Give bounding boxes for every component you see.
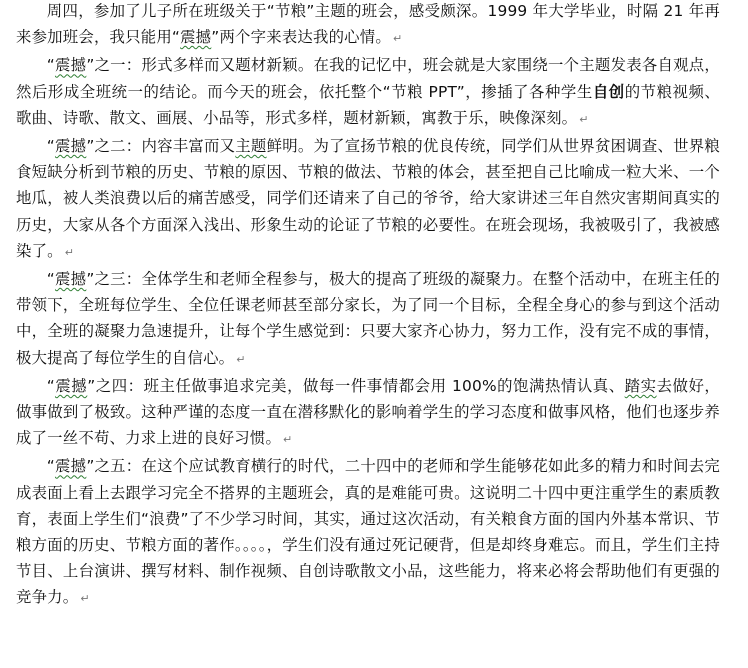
paragraph-6[interactable] — [16, 453, 720, 612]
paragraph-mark-icon: ↵ — [283, 433, 293, 447]
text-run: 鲜明。为了宣扬节粮的优良传统，同学们从世界贫困调查、世界粮食短缺分析到节粮的历史、节粮的原因、节粮的做法、节粮的体会，甚至把自己比喻成一粒大米、一个地瓜，被人类浪费以后的痛苦感受，同学们还请来了自己的爷爷，给大家讲述三年自然灾害期间真实的历史，大家从各个方面深入浅出、形象生动的论证了节粮的必要性。在班会现场，我被吸引了，我被感染了。 — [16, 137, 720, 260]
paragraph-mark-icon: ↵ — [80, 592, 90, 606]
paragraph-1[interactable] — [16, 0, 720, 52]
text-run: 震撼 — [180, 28, 212, 47]
text-run: ”之一：形式多样而又题材新颖。在我的记忆中，班会就是大家围绕一个主题发表各自观点，然后形成全班统一的结论。而今天的班会，依托整个“节粮 PPT”，掺插了各种学生 — [16, 56, 720, 101]
text-run: “ — [46, 270, 55, 289]
text-run: 震撼 — [54, 56, 87, 75]
text-run: “ — [46, 56, 55, 75]
paragraph-5[interactable] — [16, 373, 720, 454]
text-run: “ — [46, 376, 55, 395]
paragraph-mark-icon: ↵ — [236, 352, 246, 366]
paragraph-4[interactable] — [16, 266, 720, 373]
text-run: 去做好，做事做到了极致。这种严谨的态度一直在潜移默化的影响着学生的学习态度和做事风格，他们也逐步养成了一丝不苟、力求上进的良好习惯。 — [16, 376, 720, 448]
text-run: 主题 — [235, 137, 267, 156]
text-run: ”之二：内容丰富而又 — [86, 137, 236, 156]
text-run: 震撼 — [54, 270, 87, 289]
text-run: 自创 — [592, 82, 625, 101]
text-run: 震撼 — [54, 457, 87, 476]
text-run: 的节粮视频、歌曲、诗歌、散文、画展、小品等，形式多样，题材新颖，寓教于乐，映像深刻。 — [16, 82, 721, 127]
text-run: 震撼 — [54, 137, 87, 156]
paragraph-mark-icon: ↵ — [579, 112, 589, 126]
text-run: ”之三：全体学生和老师全程参与，极大的提高了班级的凝聚力。在整个活动中，在班主任的带领下，全班每位学生、全位任课老师甚至部分家长，为了同一个目标，全程全身心的参与到这个活动中，全班的凝聚力急速提升，让每个学生感觉到：只要大家齐心协力，努力工作，没有完不成的事情，极大提高了每位学生的自信心。 — [16, 270, 720, 367]
text-run: “ — [46, 457, 55, 476]
text-run: 踏实 — [624, 376, 657, 395]
text-run: ”之五：在这个应试教育横行的时代，二十四中的老师和学生能够花如此多的精力和时间去完成表面上看上去跟学习完全不搭界的主题班会，真的是难能可贵。这说明二十四中更注重学生的素质教育，表面上学生们“浪费”了不少学习时间，其实，通过这次活动，有关粮食方面的国内外基本常识、节粮方面的历史、节粮方面的著作。。。。，学生们没有通过死记硬背，但是却终身难忘。而且，学生们主持节目、上台演讲、撰写材料、制作视频、自创诗歌散文小品，这些能力，将来必将会帮助他们有更强的竞争力。 — [16, 457, 720, 607]
paragraph-mark-icon: ↵ — [64, 245, 75, 259]
text-run: 震撼 — [54, 376, 88, 395]
paragraph-2[interactable] — [16, 52, 720, 133]
paragraph-3[interactable] — [16, 133, 720, 266]
text-run: ”之四：班主任做事追求完美，做每一件事情都会用 100%的饱满热情认真、 — [87, 376, 625, 395]
text-run: ”两个字来表达我的心情。 — [211, 28, 391, 47]
text-run: “ — [46, 137, 55, 156]
text-run: 周四，参加了儿子所在班级关于“节粮”主题的班会，感受颇深。1999 年大学毕业，时隔 21 年再来参加班会，我只能用“ — [16, 2, 720, 47]
paragraph-mark-icon: ↵ — [392, 32, 403, 46]
